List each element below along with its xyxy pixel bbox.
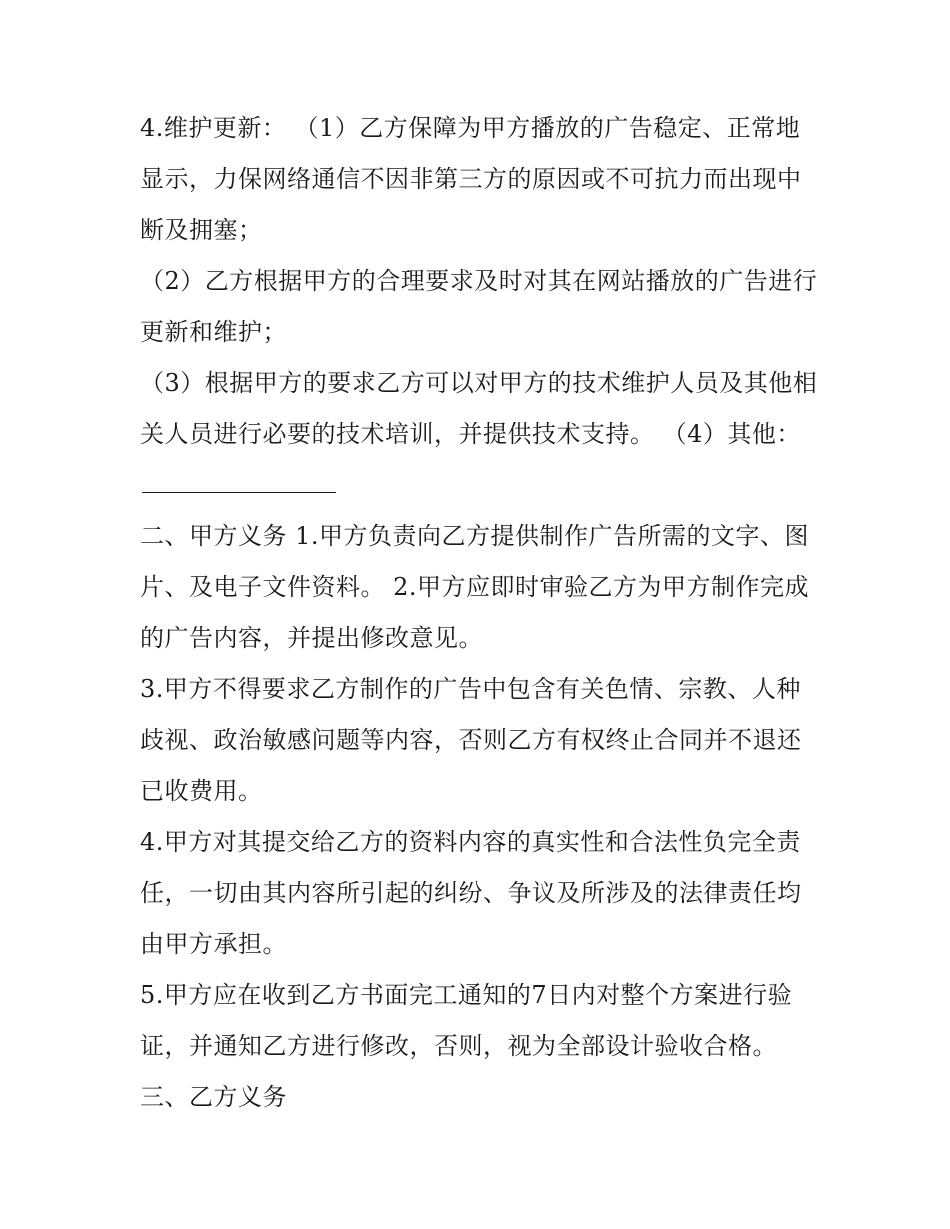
paragraph-technical-training — [140, 358, 820, 511]
fill-in-blank-line — [142, 462, 336, 493]
paragraph-update-maintain: （2）乙方根据甲方的合理要求及时对其在网站播放的广告进行更新和维护； — [140, 267, 818, 346]
paragraph-acceptance: 5.甲方应在收到乙方书面完工通知的7日内对整个方案进行验证，并通知乙方进行修改，否则，视为全部设计验收合格。 — [140, 981, 793, 1060]
document-body — [140, 103, 820, 1123]
paragraph-technical-training-text: （3）根据甲方的要求乙方可以对甲方的技术维护人员及其他相关人员进行必要的技术培训，并提供技术支持。 （4）其他： — [140, 369, 818, 448]
section-heading-party-b-obligations: 三、乙方义务 — [140, 1083, 287, 1111]
paragraph-content-restrictions: 3.甲方不得要求乙方制作的广告中包含有关色情、宗教、人种歧视、政治敏感问题等内容，否则乙方有权终止合同并不退还已收费用。 — [140, 675, 802, 805]
paragraph-party-a-obligations: 二、甲方义务 1.甲方负责向乙方提供制作广告所需的文字、图片、及电子文件资料。 2.甲方应即时审验乙方为甲方制作完成的广告内容，并提出修改意见。 — [140, 522, 810, 652]
paragraph-legal-responsibility: 4.甲方对其提交给乙方的资料内容的真实性和合法性负完全责任，一切由其内容所引起的纠纷、争议及所涉及的法律责任均由甲方承担。 — [140, 828, 802, 958]
paragraph-maintenance-update: 4.维护更新： （1）乙方保障为甲方播放的广告稳定、正常地显示，力保网络通信不因非第三方的原因或不可抗力而出现中断及拥塞； — [140, 114, 802, 244]
